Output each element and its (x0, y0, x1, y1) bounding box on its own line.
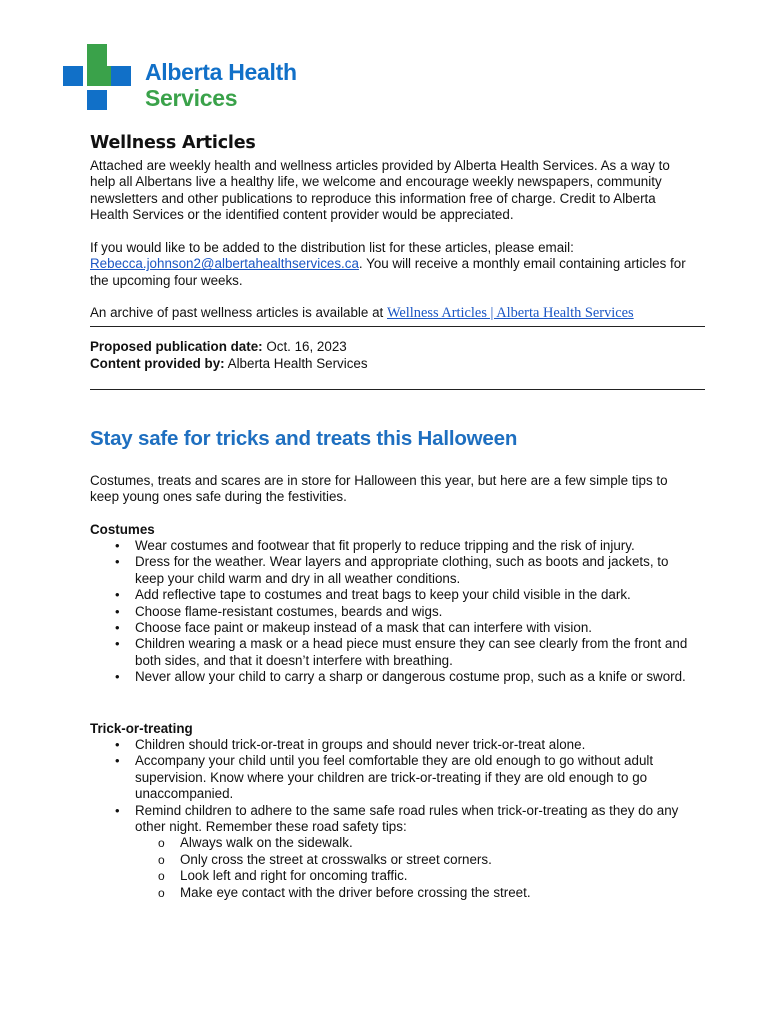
distribution-text: If you would like to be added to the distribution list for these articles, please email: (90, 240, 574, 255)
sublist-item (135, 852, 690, 868)
bullet-icon: • (115, 737, 120, 752)
list-item (90, 636, 690, 669)
logo-text-line1: Alberta Health (145, 59, 297, 85)
list-item-text: Accompany your child until you feel comfortable they are old enough to go without adult supervision. Know where your children are trick-or-treating if they are old enough to go unaccompanied. (135, 753, 654, 802)
list-item-text: Dress for the weather. Wear layers and appropriate clothing, such as boots and jackets, to keep your child warm and dry in all weather conditions. (135, 554, 669, 586)
ahs-logo (63, 44, 303, 116)
bullet-icon: • (115, 753, 120, 769)
bullet-icon: • (115, 636, 120, 652)
list-item-text: Choose flame-resistant costumes, beards and wigs. (135, 603, 443, 619)
list-item (90, 669, 690, 685)
sublist-item-text: Always walk on the sidewalk. (180, 835, 353, 851)
content-provider-label: Content provided by: (90, 356, 225, 371)
trick-or-treating-heading: Trick-or-treating (90, 721, 193, 736)
distribution-text-tail: . You will receive a monthly email containing articles for the upcoming four weeks. (90, 256, 686, 288)
bullet-icon: • (115, 802, 120, 818)
sublist-item (135, 868, 690, 884)
archive-text: An archive of past wellness articles is available at (90, 305, 387, 320)
publication-date-label: Proposed publication date: (90, 339, 263, 354)
archive-link[interactable]: Wellness Articles | Alberta Health Services (386, 305, 634, 321)
email-link[interactable]: Rebecca.johnson2@albertahealthservices.ca (90, 256, 359, 272)
list-item (90, 737, 690, 753)
sublist-item-text: Only cross the street at crosswalks or street corners. (180, 851, 492, 867)
list-item (90, 753, 690, 802)
list-item-text: Children should trick-or-treat in groups and should never trick-or-treat alone. (135, 737, 586, 752)
list-item-text: Never allow your child to carry a sharp or dangerous costume prop, such as a knife or sword. (135, 669, 686, 685)
publication-date (90, 339, 347, 355)
costumes-heading: Costumes (90, 522, 155, 537)
list-item (90, 604, 690, 620)
costumes-list (90, 538, 690, 686)
bullet-icon: • (115, 669, 120, 685)
bullet-icon: • (115, 554, 120, 570)
list-item (90, 803, 690, 901)
archive-paragraph (90, 305, 690, 321)
divider (90, 389, 705, 390)
sublist-item-text: Look left and right for oncoming traffic. (180, 868, 408, 884)
bullet-icon: • (115, 538, 120, 553)
list-item (90, 538, 690, 554)
distribution-paragraph (90, 240, 690, 289)
circle-bullet-icon: o (158, 852, 165, 867)
section-title: Wellness Articles (90, 133, 256, 153)
list-item (90, 587, 690, 603)
trick-or-treating-list (90, 737, 690, 901)
list-item-text: Add reflective tape to costumes and treat bags to keep your child visible in the dark. (135, 587, 631, 603)
circle-bullet-icon: o (158, 885, 165, 900)
list-item-text: Children wearing a mask or a head piece must ensure they can see clearly from the front and both sides, and that it doesn’t interfere with breathing. (135, 636, 688, 668)
list-item-text: Remind children to adhere to the same safe road rules when trick-or-treating as they do any other night. Remember these road safety tips: (135, 802, 679, 835)
circle-bullet-icon: o (158, 836, 165, 851)
list-item-text: Wear costumes and footwear that fit properly to reduce tripping and the risk of injury. (135, 538, 635, 553)
bullet-icon: • (115, 587, 120, 603)
article-title: Stay safe for tricks and treats this Halloween (90, 427, 518, 450)
list-item-text: Choose face paint or makeup instead of a mask that can interfere with vision. (135, 620, 593, 636)
publication-date-value: Oct. 16, 2023 (262, 339, 347, 354)
list-item (90, 620, 690, 636)
sublist-item (135, 885, 690, 901)
divider (90, 326, 705, 327)
circle-bullet-icon: o (158, 869, 165, 884)
logo-text-line2: Services (145, 85, 238, 111)
intro-paragraph: Attached are weekly health and wellness articles provided by Alberta Health Services. As a way to help all Albertans live a healthy life, we welcome and encourage weekly newspapers, community newsletters and other publications to reproduce this information free of charge. Credit to Alberta Health Services or the identified content provider would be appreciated. (90, 158, 670, 223)
sublist-item-text: Make eye contact with the driver before crossing the street. (180, 884, 531, 900)
road-safety-sublist (135, 835, 690, 901)
content-provider (90, 356, 368, 372)
bullet-icon: • (115, 620, 120, 636)
ahs-cross-icon (63, 44, 133, 116)
sublist-item (135, 835, 690, 851)
article-intro: Costumes, treats and scares are in store for Halloween this year, but here are a few simple tips to keep young ones safe during the festivities. (90, 473, 668, 505)
content-provider-value: Alberta Health Services (224, 356, 368, 371)
list-item (90, 554, 690, 587)
bullet-icon: • (115, 603, 120, 619)
